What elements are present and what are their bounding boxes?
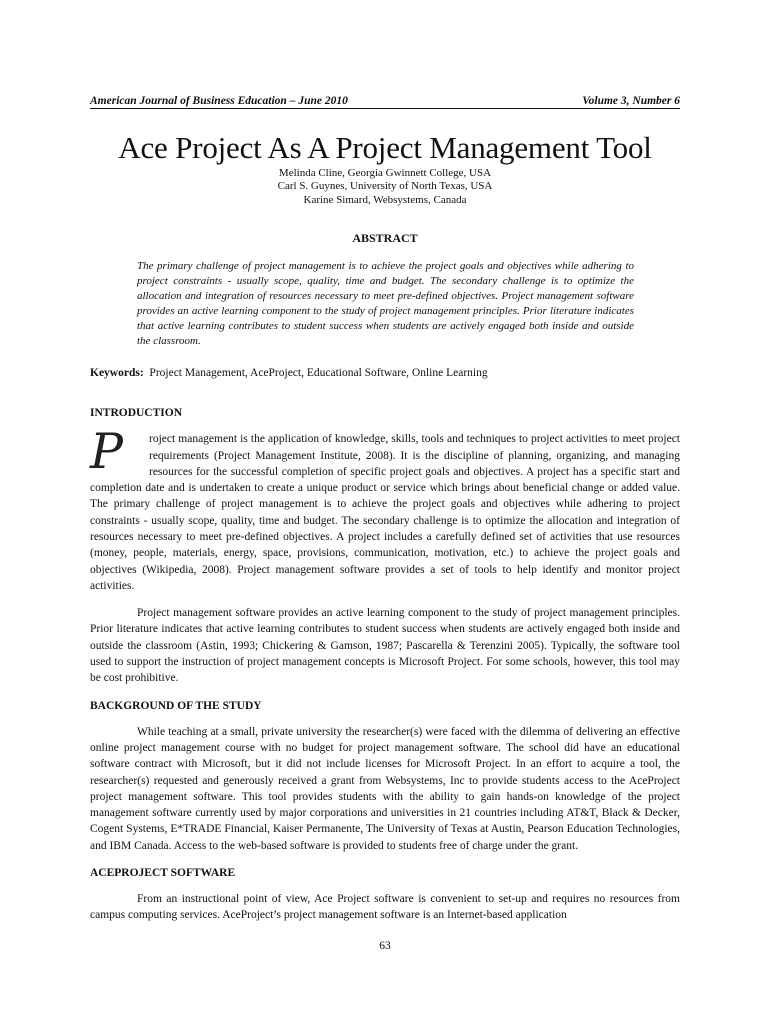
section-heading-background: BACKGROUND OF THE STUDY [90, 699, 262, 712]
author-list [90, 167, 680, 207]
paper-title: Ace Project As A Project Management Tool [118, 130, 652, 165]
abstract-heading: ABSTRACT [352, 231, 418, 246]
volume-number: Volume 3, Number 6 [582, 95, 680, 107]
author-line: Melinda Cline, Georgia Gwinnett College, USA [278, 167, 492, 179]
section-heading-aceproject: ACEPROJECT SOFTWARE [90, 867, 236, 880]
abstract-text: The primary challenge of project management is to achieve the project goals and objectives while adhering to project constraints - usually scope, quality, time and budget. The secondary challenge is to optimize the allocation and integration of resources necessary to meet pre-defined objectives. Project management software provides an active learning component to the study of project management principles. Prior literature indicates that active learning contributes to student success when students are actively engaged both inside and outside the classroom. [137, 260, 634, 348]
drop-cap: P [90, 423, 123, 481]
section-heading-introduction: INTRODUCTION [90, 407, 183, 420]
keywords-text: Project Management, AceProject, Educational Software, Online Learning [149, 367, 488, 380]
aceproject-paragraph-1: From an instructional point of view, Ace Project software is convenient to set-up and requires no resources from campus computing services. AceProject’s project management software is an Internet-based application [90, 893, 680, 922]
running-header [90, 95, 680, 109]
background-paragraph-1: While teaching at a small, private university the researcher(s) were faced with the dilemma of delivering an effective online project management course with no budget for project management software. The school did have an educational software contract with Microsoft, but it did not include licenses for Microsoft Project. In an effort to acquire a tool, the researcher(s) requested and generously received a grant from Websystems, Inc to provide students access to the AceProject project management software. This tool provides students with the ability to gain hands-on knowledge of the project management software currently used by major corporations and universities in 21 countries including AT&T, Black & Decker, Cogent Systems, E*TRADE Financial, Kaiser Permanente, The University of Texas at Austin, Pearson Education Technologies, and IBM Canada. Access to the web-based software is provided to students free of charge under the grant. [90, 725, 680, 852]
introduction-paragraph-1: roject management is the application of knowledge, skills, tools and techniques to project activities to meet project requirements (Project Management Institute, 2008). It is the discipline of planning, organizing, and managing resources for the successful completion of specific project goals and objectives. A project has a specific start and completion date and is undertaken to create a unique product or service which brings about beneficial change or added value. The primary challenge of project management is to achieve the project goals and objectives while adhering to project constraints - usually scope, quality, time and budget. The secondary challenge is to optimize the allocation and integration of resources necessary to meet pre-defined objectives. A project includes a carefully defined set of activities that use resources (money, people, materials, energy, space, provisions, communication, motivation, etc.) to achieve the project goals and objectives (Wikipedia, 2008). Project management software provides a set of tools to help identify and monitor project activities. [90, 433, 680, 592]
keywords [90, 367, 680, 379]
author-line: Carl S. Guynes, University of North Texas, USA [277, 180, 493, 193]
introduction-body [90, 423, 680, 594]
journal-name: American Journal of Business Education – June 2010 [90, 95, 348, 107]
page [90, 95, 680, 924]
keywords-label: Keywords: [90, 367, 144, 380]
author-line: Karine Simard, Websystems, Canada [303, 193, 467, 206]
page-number: 63 [379, 940, 391, 952]
introduction-paragraph-2: Project management software provides an active learning component to the study of project management principles. Prior literature indicates that active learning contributes to student success when students are actively engaged both inside and outside the classroom (Astin, 1993; Chickering & Gamson, 1987; Pascarella & Terenzini 2005). Typically, the software tool used to support the instruction of project management concepts is Microsoft Project. For some schools, however, this tool may be cost prohibitive. [90, 607, 680, 685]
